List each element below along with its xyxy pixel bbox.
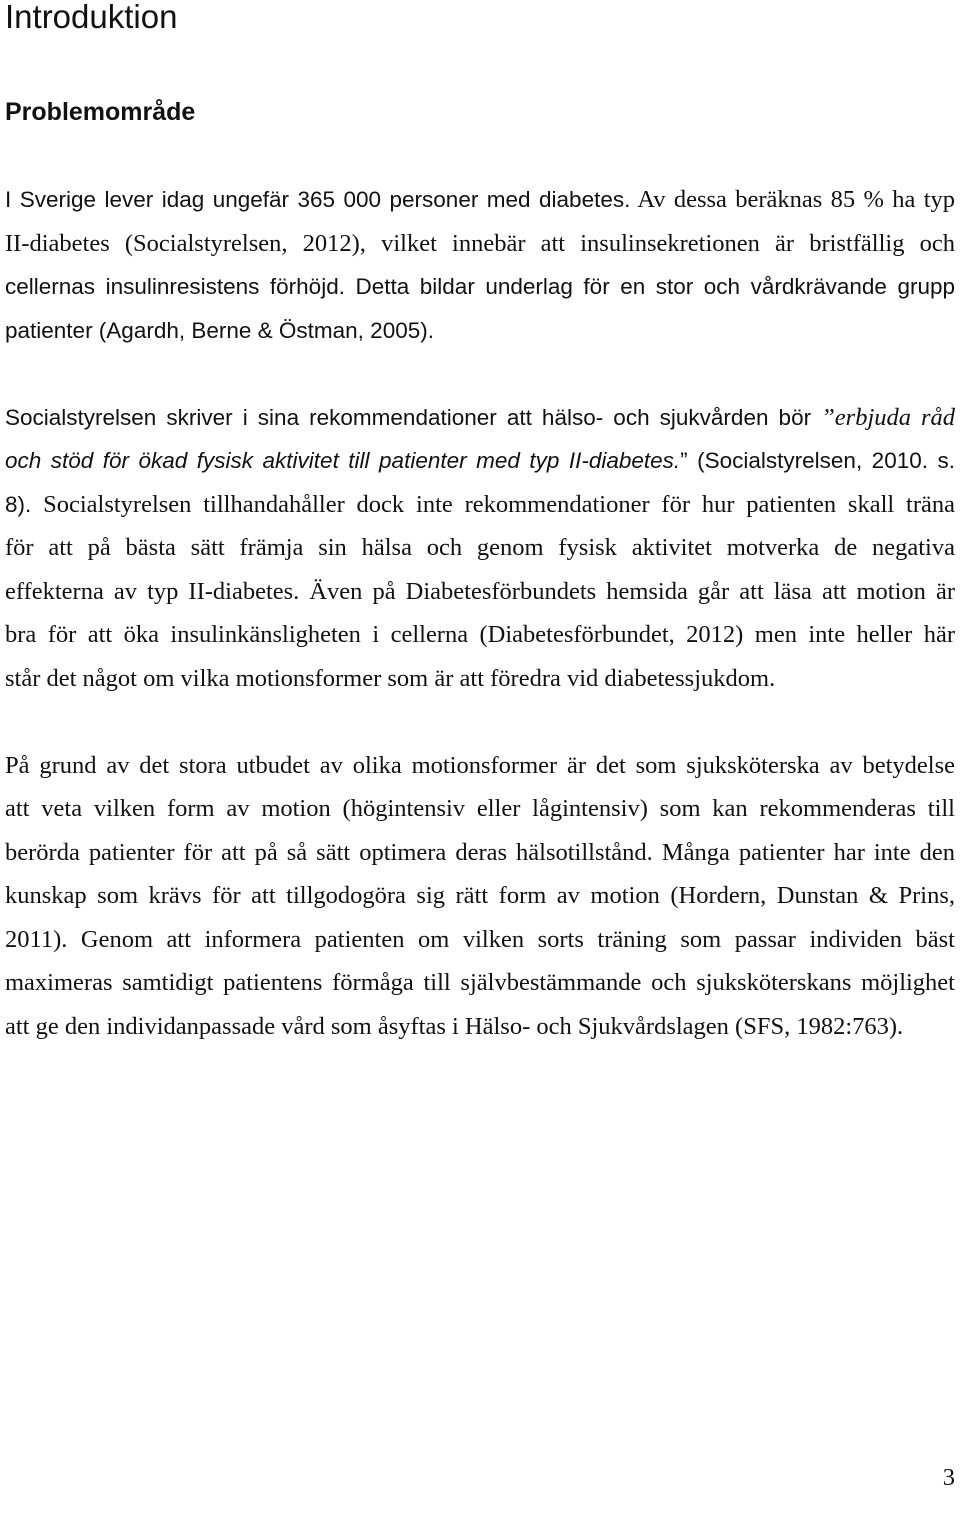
text-line xyxy=(5,1005,955,1049)
text-run: Socialstyrelsen skriver i sina rekommendationer att hälso- och sjukvården bör xyxy=(5,404,822,430)
text-line xyxy=(5,526,955,570)
text-run: står det något om vilka motionsformer som är att föredra vid diabetessjukdom. xyxy=(5,664,776,692)
text-line xyxy=(5,613,955,657)
text-run: cellernas insulinresistens förhöjd. Detta bildar underlag för en stor och vårdkrävande grupp xyxy=(5,274,955,299)
text-run: Socialstyrelsen tillhandahåller dock inte rekommendationer för hur patienten skall träna xyxy=(31,490,955,518)
text-run: 8). xyxy=(5,491,32,517)
text-run: för att på bästa sätt främja sin hälsa och genom fysisk aktivitet motverka de negativa xyxy=(5,534,955,561)
paragraph xyxy=(5,396,955,701)
text-line xyxy=(5,439,955,483)
text-line xyxy=(5,787,955,831)
text-line xyxy=(5,222,955,266)
text-line xyxy=(5,178,955,222)
text-line xyxy=(5,570,955,614)
quote-run: ”erbjuda råd xyxy=(821,403,955,431)
text-run: berörda patienter för att på så sätt optimera deras hälsotillstånd. Många patienter har inte den xyxy=(5,838,955,866)
quote-run: och stöd för ökad fysisk aktivitet till patienter med typ II-diabetes. xyxy=(5,448,681,473)
text-run: På grund av det stora utbudet av olika motionsformer är det som sjuksköterska av betydelse xyxy=(5,751,955,779)
text-run: Av dessa beräknas 85 % ha typ xyxy=(630,186,956,213)
text-run: patienter (Agardh, Berne & Östman, 2005). xyxy=(5,317,434,343)
text-run: bra för att öka insulinkänsligheten i cellerna (Diabetesförbundet, 2012) men inte heller här xyxy=(5,621,955,648)
paragraph xyxy=(5,744,955,1049)
body-text xyxy=(5,178,955,1048)
text-line xyxy=(5,657,955,701)
text-line xyxy=(5,396,955,440)
page-title: Introduktion xyxy=(5,0,178,35)
text-line xyxy=(5,265,955,309)
text-line xyxy=(5,918,955,962)
text-run: I Sverige lever idag ungefär 365 000 personer med diabetes. xyxy=(5,187,631,212)
text-line xyxy=(5,483,955,527)
text-line xyxy=(5,309,955,353)
text-run: maximeras samtidigt patientens förmåga till självbestämmande och sjuksköterskans möjlighet xyxy=(5,969,955,996)
text-run: 2011). Genom att informera patienten om vilken sorts träning som passar individen bäst xyxy=(5,925,955,953)
text-run: II-diabetes (Socialstyrelsen, 2012), vilket innebär att insulinsekretionen är bristfällig och xyxy=(5,229,955,257)
page-number: 3 xyxy=(942,1464,955,1491)
text-run: kunskap som krävs för att tillgodogöra sig rätt form av motion (Hordern, Dunstan & Prins, xyxy=(5,882,955,909)
section-heading: Problemområde xyxy=(5,98,196,126)
text-line xyxy=(5,961,955,1005)
text-run: att veta vilken form av motion (högintensiv eller lågintensiv) som kan rekommenderas till xyxy=(5,795,955,822)
text-run: effekterna av typ II-diabetes. Även på Diabetesförbundets hemsida går att läsa att motion är xyxy=(5,577,955,605)
paragraph xyxy=(5,178,955,352)
text-line xyxy=(5,744,955,788)
text-line xyxy=(5,831,955,875)
text-line xyxy=(5,874,955,918)
text-run: ” (Socialstyrelsen, 2010. s. xyxy=(680,448,955,473)
text-run: att ge den individanpassade vård som åsyftas i Hälso- och Sjukvårdslagen (SFS, 1982:763). xyxy=(5,1012,904,1040)
